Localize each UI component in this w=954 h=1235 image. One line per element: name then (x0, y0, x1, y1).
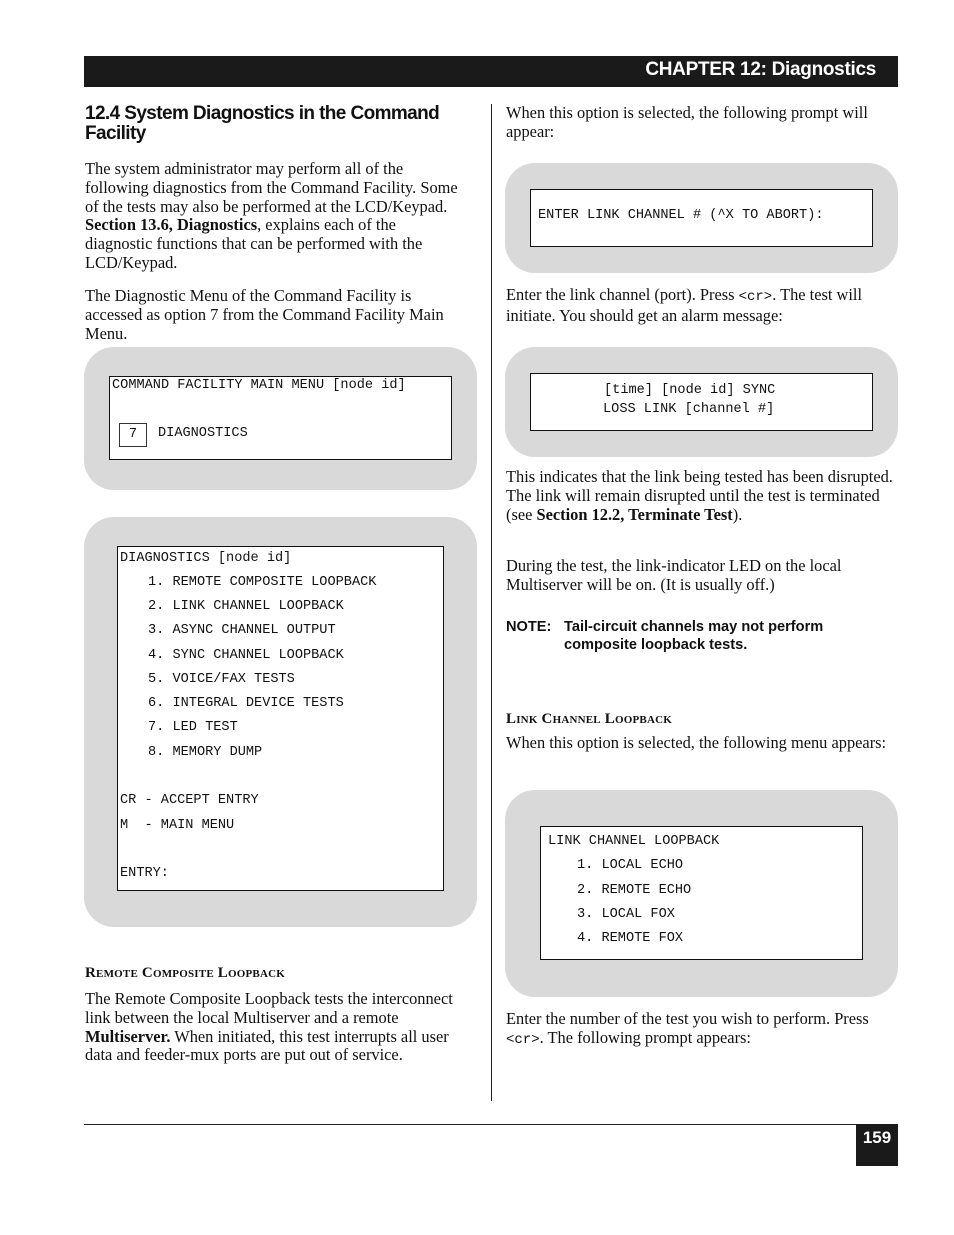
diag-menu-item: 6. INTEGRAL DEVICE TESTS (148, 696, 344, 711)
page-number: 159 (856, 1124, 898, 1166)
enter-channel-text-a: Enter the link channel (port). Press (506, 285, 739, 304)
note-line-2: composite loopback tests. (564, 637, 748, 653)
lcl-intro-paragraph: When this option is selected, the following menu appears: (506, 733, 887, 752)
alarm-line-1: [time] [node id] SYNC (604, 383, 776, 398)
note-label: NOTE: (506, 619, 552, 635)
rcl-text-bold: Multiserver. (85, 1026, 171, 1046)
rcl-text-b: When initiated, this test interrupts all user data and feeder-mux ports are put out of service. (85, 1026, 449, 1065)
intro-paragraph (85, 160, 465, 273)
diag-menu-paragraph: The Diagnostic Menu of the Command Facility is accessed as option 7 from the Command Facility Main Menu. (85, 286, 444, 343)
diag-menu-item: 7. LED TEST (148, 720, 238, 735)
lcl-heading: Link Channel Loopback (506, 711, 672, 727)
lcl-screen (540, 826, 863, 960)
disrupted-text-bold: Section 12.2, Terminate Test (536, 504, 733, 524)
alarm-screen (530, 373, 873, 431)
lcl-screen-item: 1. LOCAL ECHO (577, 858, 684, 873)
diag-menu-item: 8. MEMORY DUMP (148, 745, 263, 760)
alarm-line-2: LOSS LINK [channel #] (603, 402, 775, 417)
diag-menu-item: 3. ASYNC CHANNEL OUTPUT (148, 623, 336, 638)
lcl-screen-item: 4. REMOTE FOX (577, 931, 684, 946)
led-paragraph: During the test, the link-indicator LED on the local Multiserver will be on. (It is usually off.) (506, 556, 842, 594)
section-heading: 12.4 System Diagnostics in the Command Facility (85, 103, 440, 144)
prompt-screen-panel (505, 163, 898, 273)
rcl-text-a: The Remote Composite Loopback tests the interconnect link between the local Multiserver and a remote (85, 989, 453, 1027)
lcl-screen-item: 2. REMOTE ECHO (577, 883, 692, 898)
lcl-screen-item: 3. LOCAL FOX (577, 907, 675, 922)
diag-menu-title: DIAGNOSTICS [node id] (120, 551, 292, 566)
cr-key: <cr> (738, 289, 773, 305)
column-divider (491, 104, 492, 1101)
lcl-screen-title: LINK CHANNEL LOOPBACK (548, 834, 720, 849)
diag-menu-item: 4. SYNC CHANNEL LOOPBACK (148, 648, 344, 663)
alarm-screen-panel (505, 347, 898, 457)
chapter-title: CHAPTER 12: Diagnostics (645, 59, 876, 80)
intro-text-b: , explains each of the diagnostic functions that can be performed with the LCD/Keypad. (85, 215, 423, 272)
main-menu-option-number: 7 (119, 423, 147, 447)
main-menu-screen-panel (84, 347, 477, 490)
disrupted-text-b: ). (732, 504, 743, 524)
chapter-header-bar (84, 56, 898, 87)
enter-channel-text-b: . The test will initiate. You should get an alarm message: (506, 285, 863, 325)
diag-menu-m: M - MAIN MENU (120, 818, 235, 833)
diag-menu-entry: ENTRY: (120, 866, 169, 881)
lcl-screen-panel (505, 790, 898, 997)
enter-test-text-b: . The following prompt appears: (539, 1027, 751, 1047)
prompt-screen-text: ENTER LINK CHANNEL # (^X TO ABORT): (538, 208, 824, 223)
enter-channel-paragraph (506, 286, 898, 326)
disrupted-text-a: This indicates that the link being tested has been disrupted. The link will remain disrupted until the test is terminated (see (506, 467, 893, 524)
prompt-screen (530, 189, 873, 247)
diag-menu-screen (117, 546, 444, 891)
enter-test-text-a: Enter the number of the test you wish to perform. Press (506, 1009, 869, 1028)
main-menu-title: COMMAND FACILITY MAIN MENU [node id] (112, 378, 406, 393)
intro-text-a: The system administrator may perform all of the following diagnostics from the Command Facility. Some of the tests may also be performed at the LCD/Keypad. (85, 159, 458, 216)
diag-menu-item: 1. REMOTE COMPOSITE LOOPBACK (148, 575, 377, 590)
note-line-1: Tail-circuit channels may not perform (564, 619, 824, 635)
main-menu-option-label: DIAGNOSTICS (158, 426, 248, 441)
diag-menu-item: 2. LINK CHANNEL LOOPBACK (148, 599, 344, 614)
intro-text-bold: Section 13.6, Diagnostics (85, 215, 258, 235)
note-block (506, 618, 898, 653)
disrupted-paragraph (506, 468, 898, 524)
diag-menu-screen-panel (84, 517, 477, 927)
prompt-intro-paragraph: When this option is selected, the following prompt will appear: (506, 103, 868, 141)
main-menu-screen (109, 376, 452, 460)
rcl-paragraph (85, 990, 465, 1065)
diag-menu-cr: CR - ACCEPT ENTRY (120, 793, 259, 808)
diag-menu-item: 5. VOICE/FAX TESTS (148, 672, 295, 687)
enter-test-paragraph (506, 1010, 898, 1050)
cr-key: <cr> (506, 1031, 540, 1048)
footer-rule (84, 1124, 898, 1125)
rcl-heading: Remote Composite Loopback (85, 965, 286, 981)
